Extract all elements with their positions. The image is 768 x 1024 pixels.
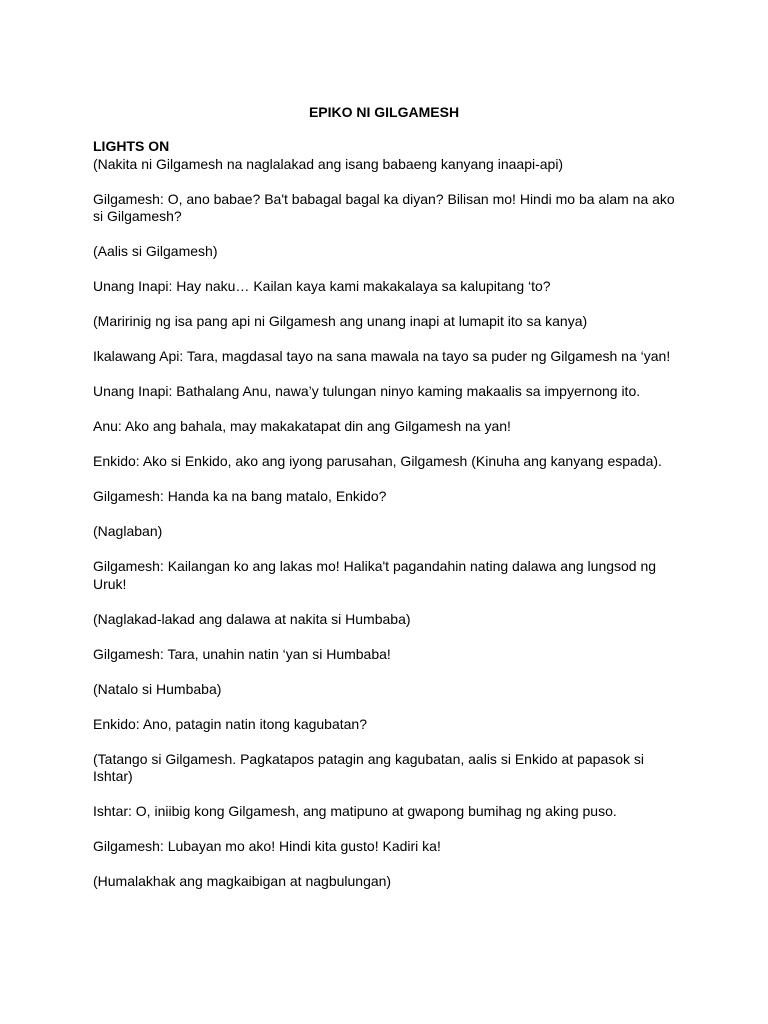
paragraph: (Maririnig ng isa pang api ni Gilgamesh ang unang inapi at lumapit ito sa kanya) [93,313,588,329]
paragraph: Enkido: Ano, patagin natin itong kagubatan? [93,715,367,732]
paragraph: (Naglakad-lakad ang dalawa at nakita si Humbaba) [93,610,411,627]
paragraph: Unang Inapi: Hay naku… Kailan kaya kami makakalaya sa kalupitang ‘to? [93,278,551,294]
paragraph: (Nakita ni Gilgamesh na naglalakad ang isang babaeng kanyang inaapi-api) [93,155,564,172]
paragraph: (Natalo si Humbaba) [93,680,222,697]
paragraph: Ikalawang Api: Tara, magdasal tayo na sana mawala na tayo sa puder ng Gilgamesh na ‘yan! [93,348,671,364]
document-title: EPIKO NI GILGAMESH [308,104,460,120]
document-body [93,138,678,908]
paragraph: (Humalakhak ang magkaibigan at nagbulungan) [93,873,392,889]
paragraph: Unang Inapi: Bathalang Anu, nawa’y tulungan ninyo kaming makaalis sa impyernong ito. [93,383,641,399]
paragraph: (Tatango si Gilgamesh. Pagkatapos patagin ang kagubatan, aalis si Enkido at papasok si Ishtar) [93,750,645,784]
paragraph: Gilgamesh: Handa ka na bang matalo, Enkido? [93,488,387,504]
paragraph: Ishtar: O, iniibig kong Gilgamesh, ang matipuno at gwapong bumihag ng aking puso. [93,803,617,819]
section-heading: LIGHTS ON [93,138,170,154]
paragraph: Gilgamesh: Lubayan mo ako! Hindi kita gusto! Kadiri ka! [93,838,441,854]
paragraph: (Naglaban) [93,523,163,539]
paragraph: Gilgamesh: Kailangan ko ang lakas mo! Halika't pagandahin nating dalawa ang lungsod ng Uruk! [93,558,657,592]
paragraph: Anu: Ako ang bahala, may makakatapat din ang Gilgamesh na yan! [93,418,511,434]
paragraph: Gilgamesh: Tara, unahin natin ‘yan si Humbaba! [93,645,391,662]
paragraph: Gilgamesh: O, ano babae? Ba't babagal bagal ka diyan? Bilisan mo! Hindi mo ba alam na ako si Gilgamesh? [93,190,675,224]
paragraph: (Aalis si Gilgamesh) [93,243,218,259]
paragraph: Enkido: Ako si Enkido, ako ang iyong parusahan, Gilgamesh (Kinuha ang kanyang espada). [93,453,662,469]
